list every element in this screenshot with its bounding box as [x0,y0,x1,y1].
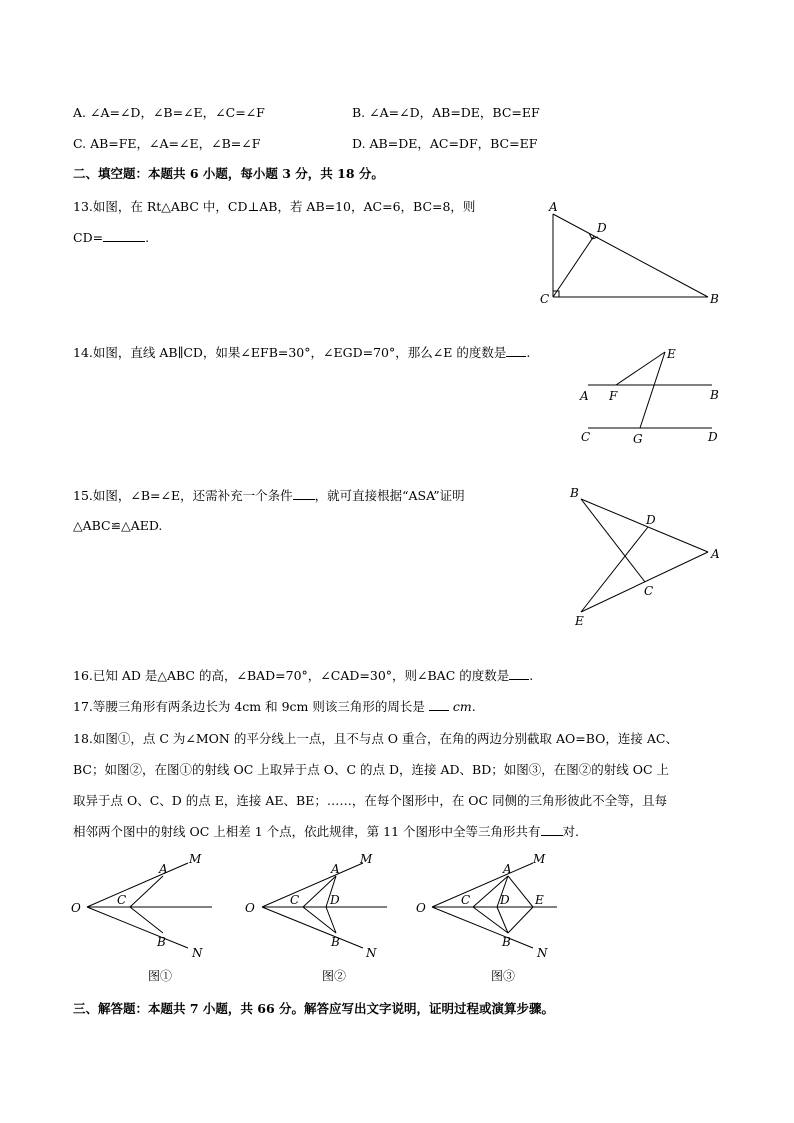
q14-label-g: G [633,432,643,446]
q13-label-a: A [549,200,558,214]
q13-label-d: D [597,221,607,235]
option-b: B. ∠A=∠D，AB=DE，BC=EF [352,105,540,120]
q18-f1-label-m: M [189,852,202,866]
q18-text-line1: 18.如图①，点 C 为∠MON 的平分线上一点，且不与点 O 重合，在角的两边分别截取 AO=BO，连接 AC、 [73,731,678,746]
q13-cd-prefix: CD= [73,230,104,245]
q18-f1-label-c: C [117,893,127,907]
q13-period: . [145,230,150,245]
q16-period: . [529,668,534,683]
q18-f3-label-b: B [502,935,511,949]
q18-caption-1: 图① [148,969,173,983]
q16-question: 16.已知 AD 是△ABC 的高，∠BAD=70°，∠CAD=30°，则∠BAC 的度数是 [73,668,510,683]
q14-period: . [526,345,531,360]
q18-caption-2: 图② [322,969,347,983]
q13-label-b: B [710,292,719,306]
q18-figure-1 [71,852,212,983]
q17-unit: cm. [452,699,476,714]
q14-label-c: C [581,430,591,444]
q18-f1-label-b: B [157,935,166,949]
q18-f2-label-n: N [366,946,377,960]
q13-text-line1: 13.如图，在 Rt△ABC 中，CD⊥AB，若 AB=10，AC=6，BC=8，则 [73,199,476,214]
option-c: C. AB=FE，∠A=∠E，∠B=∠F [73,136,261,151]
q18-f3-label-e: E [535,893,544,907]
q15-question-start: 15.如图，∠B=∠E，还需补充一个条件 [73,488,293,503]
q18-f2-label-a: A [331,862,340,876]
q18-f2-label-m: M [360,852,373,866]
q18-f3-label-n: N [537,946,548,960]
q14-label-d: D [708,430,718,444]
q14-question: 14.如图，直线 AB∥CD，如果∠EFB=30°，∠EGD=70°，那么∠E 的度数是 [73,345,507,360]
q15-question-end: ，就可直接根据“ASA”证明 [314,488,465,503]
section-2-heading: 二、填空题：本题共 6 小题，每小题 3 分，共 18 分。 [73,166,384,181]
q14-label-e: E [667,347,676,361]
section-3-heading: 三、解答题：本题共 7 小题，共 66 分。解答应写出文字说明，证明过程或演算步骤。 [73,1001,555,1016]
q18-f2-label-d: D [330,893,340,907]
q18-figure-2 [245,852,387,983]
q18-f1-label-a: A [159,862,168,876]
q18-question-end: 对. [562,824,579,839]
q18-f2-label-o: O [245,901,255,915]
q18-text-line2: BC；如图②，在图①的射线 OC 上取异于点 O、C 的点 D，连接 AD、BD；如图③，在图②的射线 OC 上 [73,762,669,777]
q18-question-start: 相邻两个图中的射线 OC 上相差 1 个点，依此规律，第 11 个图形中全等三角形共有 [73,824,541,839]
q18-f2-label-b: B [331,935,340,949]
q15-text-line2: △ABC≌△AED. [73,518,163,533]
q18-f3-label-d: D [500,893,510,907]
q15-label-a: A [711,547,720,561]
q14-label-a: A [580,389,589,403]
q14-label-b: B [710,388,719,402]
q18-f3-label-a: A [503,862,512,876]
q13-label-c: C [540,292,550,306]
q18-f1-label-o: O [71,901,81,915]
q18-f2-label-c: C [290,893,300,907]
option-d: D. AB=DE，AC=DF，BC=EF [352,136,538,151]
q18-f3-label-c: C [461,893,471,907]
q17-question: 17.等腰三角形有两条边长为 4cm 和 9cm 则该三角形的周长是 [73,699,425,714]
q15-label-d: D [646,513,656,527]
q18-caption-3: 图③ [491,969,516,983]
q18-figure-3 [416,852,557,983]
q14-label-f: F [609,389,618,403]
q15-label-b: B [570,486,579,500]
q15-label-e: E [575,614,584,628]
q15-label-c: C [644,584,654,598]
q18-f3-label-o: O [416,901,426,915]
option-a: A. ∠A=∠D，∠B=∠E，∠C=∠F [73,105,265,120]
q18-f1-label-n: N [192,946,203,960]
q18-text-line3: 取异于点 O、C、D 的点 E，连接 AE、BE；……，在每个图形中，在 OC 同侧的三角形彼此不全等，且每 [73,793,668,808]
q18-f3-label-m: M [533,852,546,866]
